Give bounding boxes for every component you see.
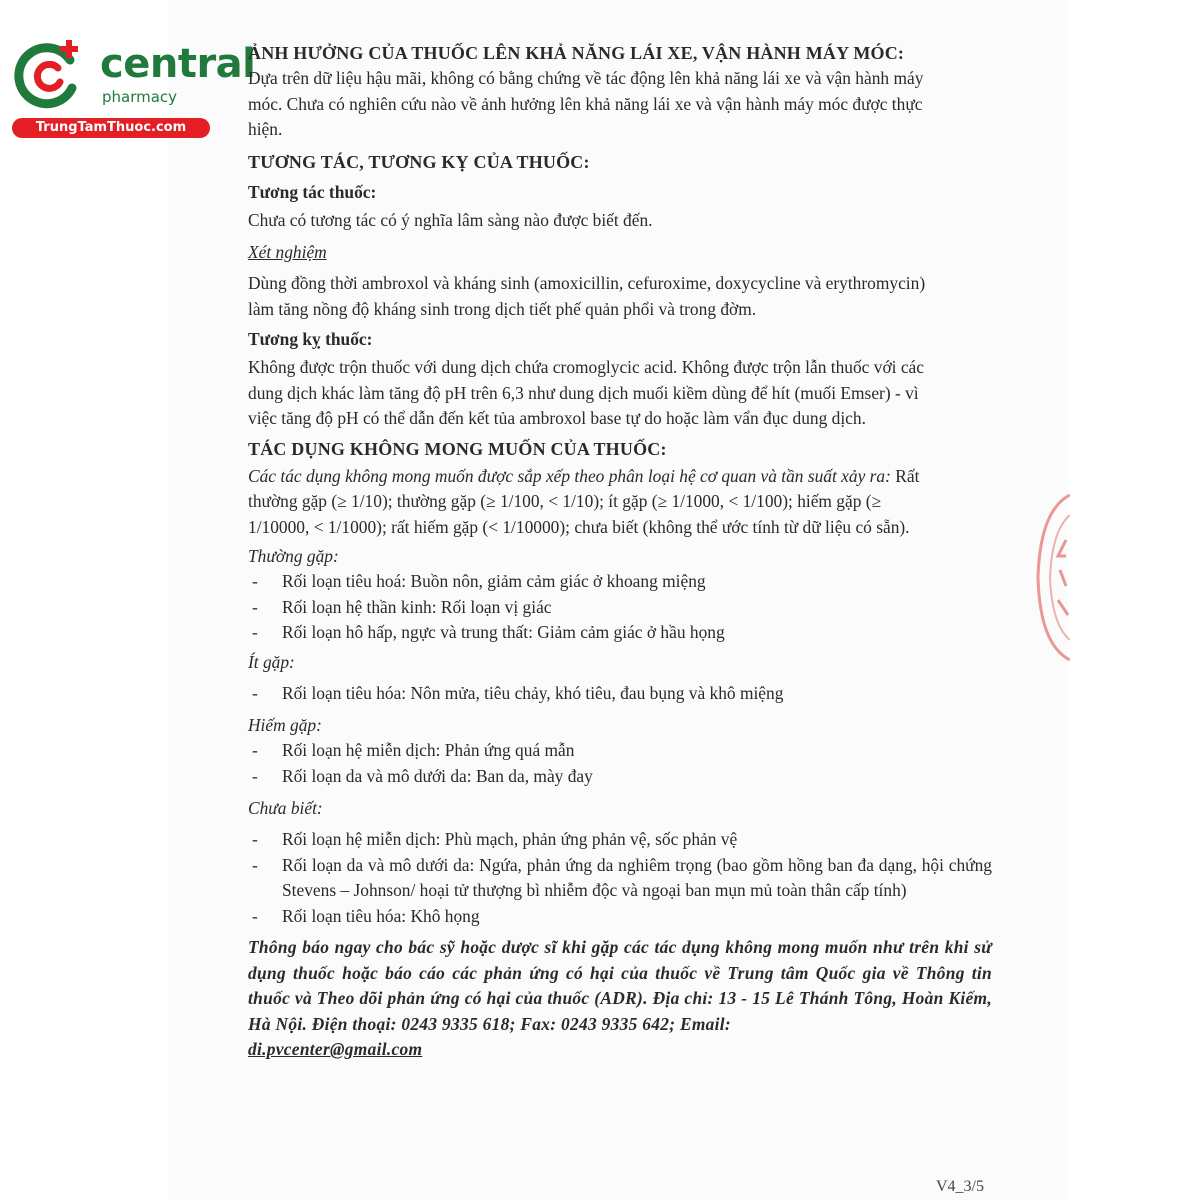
adverse-intro-line-1 [248, 464, 992, 490]
page-number: V4_3/5 [936, 1178, 984, 1195]
lab-line-1: Dùng đồng thời ambroxol và kháng sinh (amoxicillin, cefuroxime, doxycycline và erythromycin) [248, 273, 926, 293]
stamp-fragment [1030, 490, 1070, 665]
central-pharmacy-logo[interactable] [12, 38, 256, 138]
adverse-intro-line-2: thường gặp (≥ 1/10); thường gặp (≥ 1/100, < 1/10); ít gặp (≥ 1/1000, < 1/100); hiếm gặp (≥ [248, 491, 882, 511]
list-item: - Rối loạn hô hấp, ngực và trung thất: Giảm cảm giác ở hầu họng [252, 622, 725, 642]
lab-line-2: làm tăng nồng độ kháng sinh trong dịch tiết phế quản phổi và trong đờm. [248, 298, 757, 319]
incompat-line-1: Không được trộn thuốc với dung dịch chứa cromoglycic acid. Không được trộn lẫn thuốc với các [248, 357, 924, 377]
adverse-intro-line-3: 1/10000, < 1/1000); rất hiếm gặp (< 1/10000); chưa biết (không thể ước tính từ dữ liệu có sẵn). [248, 516, 910, 537]
driving-line-1: Dựa trên dữ liệu hậu mãi, không có bằng chứng về tác động lên khả năng lái xe và vận hành máy [248, 68, 924, 88]
subheading-incompatibility: Tương kỵ thuốc: [248, 329, 373, 349]
interactions-text: Chưa có tương tác có ý nghĩa lâm sàng nào được biết đến. [248, 209, 653, 230]
driving-line-2: móc. Chưa có nghiên cứu nào về ảnh hưởng lên khả năng lái xe và vận hành máy móc được thực [248, 93, 923, 114]
list-item: - Rối loạn hệ thần kinh: Rối loạn vị giác [252, 596, 552, 617]
subheading-lab-tests: Xét nghiệm [248, 242, 327, 262]
list-item: - Rối loạn da và mô dưới da: Ngứa, phản ứng da nghiêm trọng (bao gồm hồng ban đa dạng, hội chứng Stevens – Johnson/ hoại tử thượng bì nhiễm độc và ngoại ban mụn mủ toàn thân cấp tính) [252, 854, 992, 900]
incompat-line-2: dung dịch khác làm tăng độ pH trên 6,3 như dung dịch muối kiềm dùng để hít (muối Emser) - vì [248, 382, 919, 403]
frequency-rare: Hiếm gặp: [248, 715, 322, 735]
document-body [248, 40, 992, 1063]
frequency-uncommon: Ít gặp: [248, 651, 295, 672]
list-item: - Rối loạn hệ miễn dịch: Phản ứng quá mẫn [252, 740, 575, 760]
list-item: - Rối loạn da và mô dưới da: Ban da, mày đay [252, 765, 593, 786]
heading-interactions: TƯƠNG TÁC, TƯƠNG KỴ CỦA THUỐC: [248, 151, 590, 172]
list-item: - Rối loạn tiêu hoá: Buồn nôn, giảm cảm giác ở khoang miệng [252, 571, 706, 591]
frequency-unknown: Chưa biết: [248, 798, 323, 818]
list-item: - Rối loạn tiêu hóa: Nôn mửa, tiêu chảy, khó tiêu, đau bụng và khô miệng [252, 682, 784, 703]
adverse-intro-italic: Các tác dụng không mong muốn được sắp xếp theo phân loại hệ cơ quan và tần suất xảy ra: [248, 465, 891, 486]
heading-driving: ẢNH HƯỞNG CỦA THUỐC LÊN KHẢ NĂNG LÁI XE, VẬN HÀNH MÁY MÓC: [248, 43, 905, 63]
adr-report-notice: Thông báo ngay cho bác sỹ hoặc dược sĩ khi gặp các tác dụng không mong muốn như trên khi sử dụng thuốc hoặc báo cáo các phản ứng có hại của thuốc về Trung tâm Quốc gia về Thông tin thuốc và Theo dõi phản ứng có hại của thuốc (ADR). Địa chỉ: 13 - 15 Lê Thánh Tông, Hoàn Kiếm, Hà Nội. Điện thoại: 0243 9335 618; Fax: 0243 9335 642; Email: di.pvcenter@gmail.com [248, 937, 992, 1059]
driving-line-3: hiện. [248, 119, 283, 139]
logo-website: TrungTamThuoc.com [12, 118, 210, 138]
list-item: - Rối loạn tiêu hóa: Khô họng [252, 905, 480, 926]
list-item: - Rối loạn hệ miễn dịch: Phù mạch, phản ứng phản vệ, sốc phản vệ [252, 829, 738, 849]
email-link[interactable]: di.pvcenter@gmail.com [248, 1039, 423, 1059]
logo-subtitle: pharmacy [102, 88, 178, 106]
subheading-drug-interactions: Tương tác thuốc: [248, 181, 377, 202]
incompat-line-3: việc tăng độ pH có thể dẫn đến kết tủa ambroxol base tự do hoặc làm vẩn đục dung dịch. [248, 408, 866, 428]
frequency-common: Thường gặp: [248, 546, 339, 566]
logo-name: central [100, 41, 256, 87]
heading-adverse-effects: TÁC DỤNG KHÔNG MONG MUỐN CỦA THUỐC: [248, 438, 667, 459]
adverse-intro-rest: Rất [890, 465, 920, 486]
pharmacy-logo-icon [12, 38, 84, 110]
